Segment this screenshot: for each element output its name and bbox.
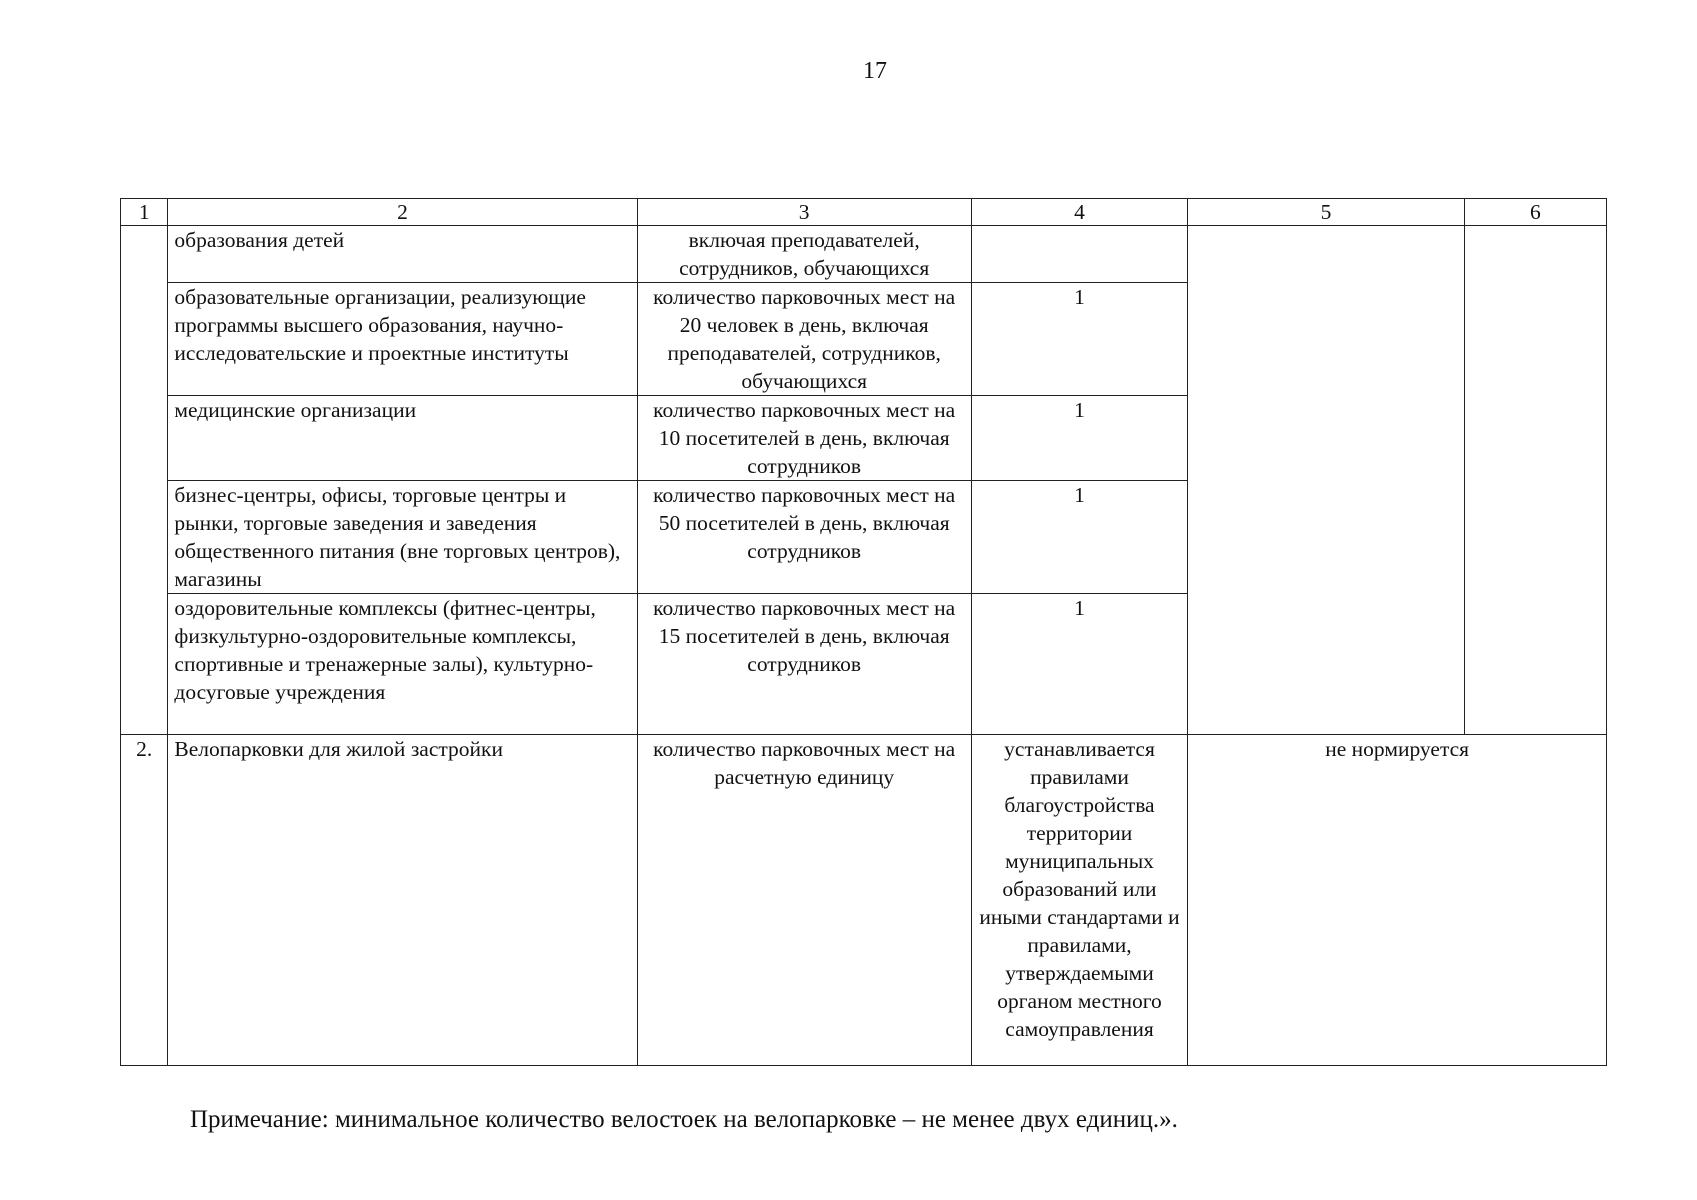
calculation-unit-cell: количество парковочных мест на 50 посетителей в день, включая сотрудников — [637, 481, 971, 594]
column-header: 4 — [971, 199, 1188, 226]
norm-value-cell: 1 — [971, 481, 1188, 594]
column-header: 5 — [1188, 199, 1464, 226]
object-type-cell: медицинские организации — [168, 396, 637, 481]
object-type-cell: бизнес-центры, офисы, торговые центры и рынки, торговые заведения и заведения общественного питания (вне торговых центров), магазины — [168, 481, 637, 594]
page-number: 17 — [863, 58, 887, 84]
column-header: 6 — [1464, 199, 1606, 226]
row-number-cell: 2. — [121, 735, 168, 1066]
calculation-unit-cell: количество парковочных мест на 10 посетителей в день, включая сотрудников — [637, 396, 971, 481]
column-header: 1 — [121, 199, 168, 226]
norm-value-cell: 1 — [971, 396, 1188, 481]
row-number-cell — [121, 226, 168, 735]
norm-value-cell: 1 — [971, 283, 1188, 396]
table-row — [121, 735, 1607, 1066]
footnote: Примечание: минимальное количество велостоек на велопарковке – не менее двух единиц.». — [190, 1106, 1178, 1133]
table-header-row — [121, 199, 1607, 226]
norm-value-cell — [971, 226, 1188, 283]
column-5-cell — [1188, 226, 1464, 735]
calculation-unit-cell: количество парковочных мест на 20 человек в день, включая преподавателей, сотрудников, обучающихся — [637, 283, 971, 396]
column-header: 2 — [168, 199, 637, 226]
not-regulated-cell: не нормируется — [1188, 735, 1607, 1066]
table-row — [121, 226, 1607, 283]
calculation-unit-cell: количество парковочных мест на расчетную единицу — [637, 735, 971, 1066]
object-type-cell: Велопарковки для жилой застройки — [168, 735, 637, 1066]
column-6-cell — [1464, 226, 1606, 735]
column-header: 3 — [637, 199, 971, 226]
object-type-cell: образовательные организации, реализующие программы высшего образования, научно-исследовательские и проектные институты — [168, 283, 637, 396]
norm-value-cell: 1 — [971, 594, 1188, 735]
norm-value-cell: устанавливается правилами благоустройства территории муниципальных образований или иными стандартами и правилами, утверждаемыми органом местного самоуправления — [971, 735, 1188, 1066]
parking-norms-table — [120, 198, 1607, 1066]
calculation-unit-cell: включая преподавателей, сотрудников, обучающихся — [637, 226, 971, 283]
object-type-cell: образования детей — [168, 226, 637, 283]
object-type-cell: оздоровительные комплексы (фитнес-центры, физкультурно-оздоровительные комплексы, спортивные и тренажерные залы), культурно-досуговые учреждения — [168, 594, 637, 735]
calculation-unit-cell: количество парковочных мест на 15 посетителей в день, включая сотрудников — [637, 594, 971, 735]
